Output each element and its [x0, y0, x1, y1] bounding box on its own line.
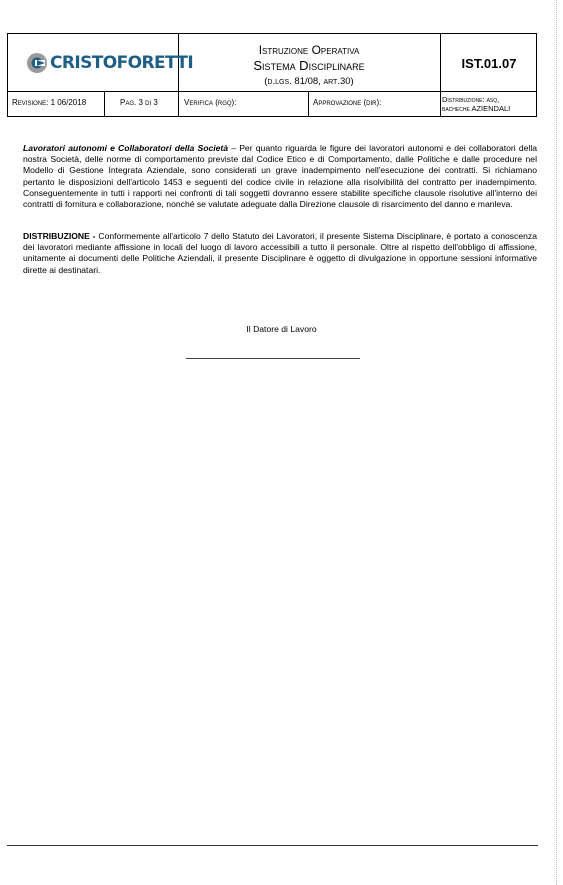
logo-text: CRISTOFORETTI [50, 53, 194, 73]
logo-mark-icon [26, 52, 48, 74]
document-header [7, 33, 537, 117]
signature-line [186, 358, 360, 359]
paragraph-distribuzione [23, 231, 537, 276]
distribuzione-line-2: bacheche AZIENDALI [442, 104, 511, 113]
title-line-1: Istruzione Operativa [258, 43, 360, 57]
approvazione-field: Approvazione (dir): [313, 98, 382, 107]
paragraph-lead: DISTRIBUZIONE - [23, 231, 96, 241]
paragraph-text: Conformemente all'articolo 7 dello Statuto dei Lavoratori, il presente Sistema Disciplinare, è portato a conoscenza dei lavoratori mediante affissione in locali del luogo di lavoro accessibili a tutto il personale. Oltre al rispetto dell'obbligo di affissione, unitamente ai documenti delle Politiche Aziendali, il presente Disciplinare è oggetto di divulgazione in opportune sessioni informative dirette ai destinatari. [23, 231, 537, 275]
footer-divider [7, 845, 538, 846]
document-title [178, 42, 440, 90]
page-number: Pag. 3 di 3 [120, 98, 158, 107]
title-line-2: Sistema Disciplinare [253, 58, 365, 73]
revision-field: Revisione: 1 06/2018 [12, 98, 87, 107]
signer-label: Il Datore di Lavoro [246, 324, 317, 334]
verifica-field: Verifica (rgq): [184, 98, 237, 107]
document-code: IST.01.07 [461, 56, 517, 71]
company-logo [26, 52, 193, 74]
paragraph-text: – Per quanto riguarda le figure dei lavoratori autonomi e dei collaboratori della nostra Società, delle norme di comportamento previste dal Codice Etico e di Comportamento, dalle Politiche e dalle procedure nel Modello di Gestione Integrata Aziendale, sono considerati un grave inadempimento nell'esecuzione dei contratti. Si richiamano pertanto le disposizioni dell'articolo 1453 e seguenti del codice civile in relazione alla risolvibilità del contratto per inadempimento. Conseguentemente in tutti i rapporti nei confronti di tali soggetti dovranno essere stabilite specifiche clausole risolutive all'interno dei contratti di fornitura e collaborazione, nonché se valutate adeguate dalla Direzione clausole di risarcimento del danno e manleva. [23, 143, 538, 210]
distribuzione-line-1: Distribuzione: asq, [442, 95, 500, 104]
page-edge-divider [556, 0, 558, 885]
paragraph-lead: Lavoratori autonomi e Collaboratori della Società [23, 143, 229, 153]
distribuzione-field [442, 95, 510, 113]
title-line-3: (d.lgs. 81/08, art.30) [264, 76, 354, 87]
paragraph-collaboratori [23, 143, 537, 210]
